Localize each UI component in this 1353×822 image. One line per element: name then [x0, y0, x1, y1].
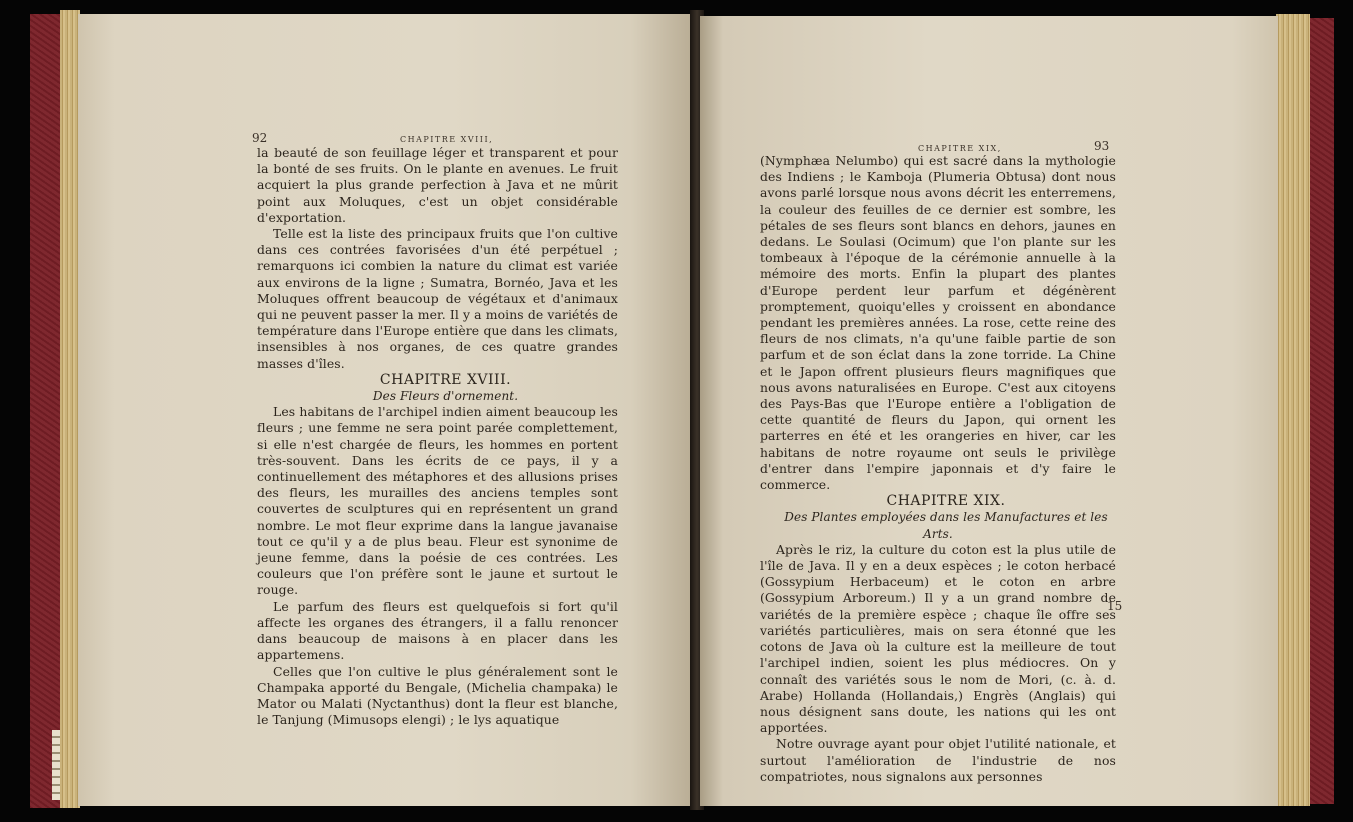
running-head-right: CHAPITRE XIX,: [918, 144, 1002, 153]
paragraph: Telle est la liste des principaux fruits que l'on cultive dans ces contrées favorisées d'un été perpétuel ; remarquons ici combien la nature du climat est variée aux environs de la ligne ; Sumatra, Bornéo, Java et les Moluques offrent beaucoup de végétaux et d'animaux qui ne peuvent passer la mer. Il y a moins de variétés de température dans l'Europe entière que dans les climats, insensibles à nos organes, de ces quatre grandes masses d'îles.: [257, 226, 618, 371]
chapter-subtitle-right: Des Plantes employées dans les Manufactures et les Arts.: [784, 510, 1108, 541]
paragraph: Notre ouvrage ayant pour objet l'utilité nationale, et surtout l'amélioration de l'industrie de nos compatriotes, nous signalons aux personnes: [760, 736, 1116, 784]
page-edges-left: [60, 10, 80, 808]
chapter-title-left: CHAPITRE XVIII.: [379, 371, 512, 388]
running-head-left: CHAPITRE XVIII,: [400, 135, 494, 144]
paragraph: Après le riz, la culture du coton est la plus utile de l'île de Java. Il y en a deux espèces ; le coton herbacé (Gossypium Herbaceum) et le coton en arbre (Gossypium Arboreum.) Il y a un grand nombre de variétés de la première espèce ; chaque île offre ses variétés particulières, mais on sera étonné que les cotons de Java où la culture est la meilleure de tout l'archipel indien, soient les plus médiocres. On y connaît des variétés sous le nom de Mori, (c. à. d. Arabe) Hollanda (Hollandais,) Engrès (Anglais) qui nous désignent sans doute, les nations qui les ont apportées.: [760, 541, 1116, 736]
left-page: [78, 14, 692, 806]
book-cover-right: [1308, 18, 1334, 804]
paragraph: (Nymphæa Nelumbo) qui est sacré dans la mythologie des Indiens ; le Kamboja (Plumeria Obtusa) dont nous avons parlé lorsque nous avons décrit les enterremens, la couleur des feuilles de ce dernier est sombre, les pétales de ses fleurs sont blancs en dehors, jaunes en dedans. Le Soulasi (Ocimum) que l'on plante sur les tombeaux à l'époque de la cérémonie annuelle à la mémoire des morts. Enfin la plupart des plantes d'Europe perdent leur parfum et dégénèrent promptement, quoiqu'elles y croissent en abondance pendant les premières années. La rose, cette reine des fleurs de nos climats, n'a qu'une faible partie de son parfum et de son éclat dans la zone torride. La Chine et le Japon offrent plusieurs fleurs magnifiques que nous avons naturalisées en Europe. C'est aux citoyens des Pays-Bas que l'Europe entière a l'obligation de cette quantité de fleurs du Japon, qui ornent les parterres en été et les orangeries en hiver, car les habitans de notre royaume ont seuls le privilège d'entrer dans l'empire japonnais et d'y faire le commerce.: [760, 153, 1116, 493]
left-text-block: [257, 145, 618, 728]
paragraph: Celles que l'on cultive le plus généralement sont le Champaka apporté du Bengale, (Michelia champaka) le Mator ou Malati (Nyctanthus) dont la fleur est blanche, le Tanjung (Mimusops elengi) ; le lys aquatique: [257, 663, 618, 728]
paragraph: Le parfum des fleurs est quelquefois si fort qu'il affecte les organes des étrangers, il a fallu renoncer dans beaucoup de maisons à en placer dans les appartemens.: [257, 598, 618, 663]
page-edges-right: [1276, 14, 1310, 806]
chapter-title-right: CHAPITRE XIX.: [886, 493, 1006, 510]
page-number-left: 92: [252, 131, 268, 145]
right-text-block: [760, 153, 1116, 785]
right-page: [700, 16, 1278, 806]
paragraph: Les habitans de l'archipel indien aiment beaucoup les fleurs ; une femme ne sera point parée complettement, si elle n'est chargée de fleurs, les hommes en portent très-souvent. Dans les écrits de ce pays, il y a continuellement des métaphores et des allusions prises des fleurs, les murailles des anciens temples sont couvertes de sculptures qui en représentent un grand nombre. Le mot fleur exprime dans la langue javanaise tout ce qu'il y a de plus beau. Fleur est synonime de jeune femme, dans la poésie de ces contrées. Les couleurs que l'on préfère sont le jaune et surtout le rouge.: [257, 404, 618, 598]
signature-mark: 15: [1107, 599, 1123, 613]
paragraph: la beauté de son feuillage léger et transparent et pour la bonté de ses fruits. On le plante en avenues. Le fruit acquiert la plus grande perfection à Java et ne mûrit point aux Moluques, c'est un objet considérable d'exportation.: [257, 145, 618, 225]
page-number-right: 93: [1094, 139, 1110, 153]
library-label: [52, 730, 60, 800]
chapter-subtitle-left: Des Fleurs d'ornement.: [372, 389, 519, 404]
